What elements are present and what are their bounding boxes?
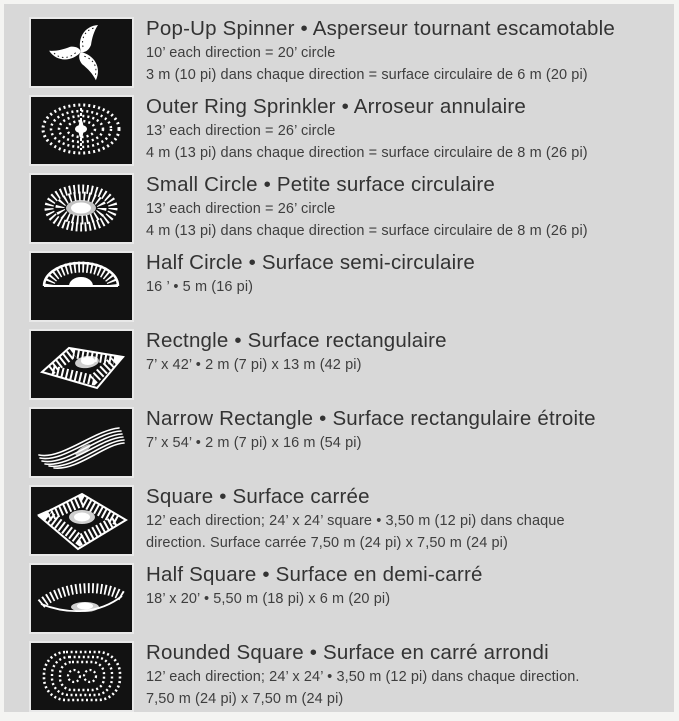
- pattern-tile: [29, 407, 134, 478]
- narrow-rectangle-pattern-icon: [31, 409, 132, 476]
- pattern-row-outer-ring-sprinkler: [29, 95, 674, 166]
- pattern-tile: [29, 173, 134, 244]
- pattern-row-square: [29, 485, 674, 556]
- pattern-title: Square • Surface carrée: [146, 485, 370, 508]
- pattern-spec-line: 4 m (13 pi) dans chaque direction = surface circulaire de 8 m (26 pi): [146, 222, 588, 239]
- pattern-row-half-square: [29, 563, 674, 634]
- rounded-square-pattern-icon: [31, 643, 132, 710]
- pattern-spec-line: 7,50 m (24 pi) x 7,50 m (24 pi): [146, 690, 344, 707]
- pattern-title: Rounded Square • Surface en carré arrondi: [146, 641, 549, 664]
- pattern-spec-line: 7’ x 54’ • 2 m (7 pi) x 16 m (54 pi): [146, 435, 362, 452]
- pattern-tile: [29, 329, 134, 400]
- pattern-spec-line: 7’ x 42’ • 2 m (7 pi) x 13 m (42 pi): [146, 357, 362, 374]
- pattern-row-pop-up-spinner: [29, 17, 674, 88]
- half-circle-pattern-icon: [31, 253, 132, 320]
- pattern-row-small-circle: [29, 173, 674, 244]
- pattern-tile: [29, 95, 134, 166]
- pattern-title: Half Square • Surface en demi-carré: [146, 563, 483, 586]
- pattern-row-half-circle: [29, 251, 674, 322]
- spray-pattern-chart: [4, 4, 674, 712]
- pattern-spec-line: 16 ’ • 5 m (16 pi): [146, 279, 254, 296]
- pattern-spec-line: 12’ each direction; 24’ x 24’ • 3,50 m (12 pi) dans chaque direction.: [146, 669, 580, 686]
- pattern-spec-line: direction. Surface carrée 7,50 m (24 pi) x 7,50 m (24 pi): [146, 534, 508, 551]
- rectangle-pattern-icon: [31, 331, 132, 398]
- pattern-spec-line: 10’ each direction = 20’ circle: [146, 45, 336, 62]
- pattern-tile: [29, 485, 134, 556]
- half-square-pattern-icon: [31, 565, 132, 632]
- pattern-title: Small Circle • Petite surface circulaire: [146, 173, 495, 196]
- pattern-row-rectangle: [29, 329, 674, 400]
- pattern-tile: [29, 641, 134, 712]
- pattern-title: Outer Ring Sprinkler • Arroseur annulaire: [146, 95, 526, 118]
- pattern-title: Half Circle • Surface semi-circulaire: [146, 251, 475, 274]
- pattern-spec-line: 12’ each direction; 24’ x 24’ square • 3,50 m (12 pi) dans chaque: [146, 513, 565, 530]
- pattern-spec-line: 13’ each direction = 26’ circle: [146, 123, 336, 140]
- pattern-row-narrow-rectangle: [29, 407, 674, 478]
- small-circle-pattern-icon: [31, 175, 132, 242]
- pattern-title: Pop-Up Spinner • Asperseur tournant escamotable: [146, 17, 615, 40]
- pattern-tile: [29, 17, 134, 88]
- square-pattern-icon: [31, 487, 132, 554]
- pattern-spec-line: 13’ each direction = 26’ circle: [146, 201, 336, 218]
- pattern-title: Narrow Rectangle • Surface rectangulaire étroite: [146, 407, 596, 430]
- pattern-tile: [29, 563, 134, 634]
- pattern-row-rounded-square: [29, 641, 674, 712]
- pattern-spec-line: 18’ x 20’ • 5,50 m (18 pi) x 6 m (20 pi): [146, 591, 391, 608]
- pattern-spec-line: 3 m (10 pi) dans chaque direction = surface circulaire de 6 m (20 pi): [146, 66, 588, 83]
- outer-ring-sprinkler-pattern-icon: [31, 97, 132, 164]
- pattern-spec-line: 4 m (13 pi) dans chaque direction = surface circulaire de 8 m (26 pi): [146, 144, 588, 161]
- pattern-tile: [29, 251, 134, 322]
- pop-up-spinner-pattern-icon: [31, 19, 132, 86]
- pattern-title: Rectngle • Surface rectangulaire: [146, 329, 447, 352]
